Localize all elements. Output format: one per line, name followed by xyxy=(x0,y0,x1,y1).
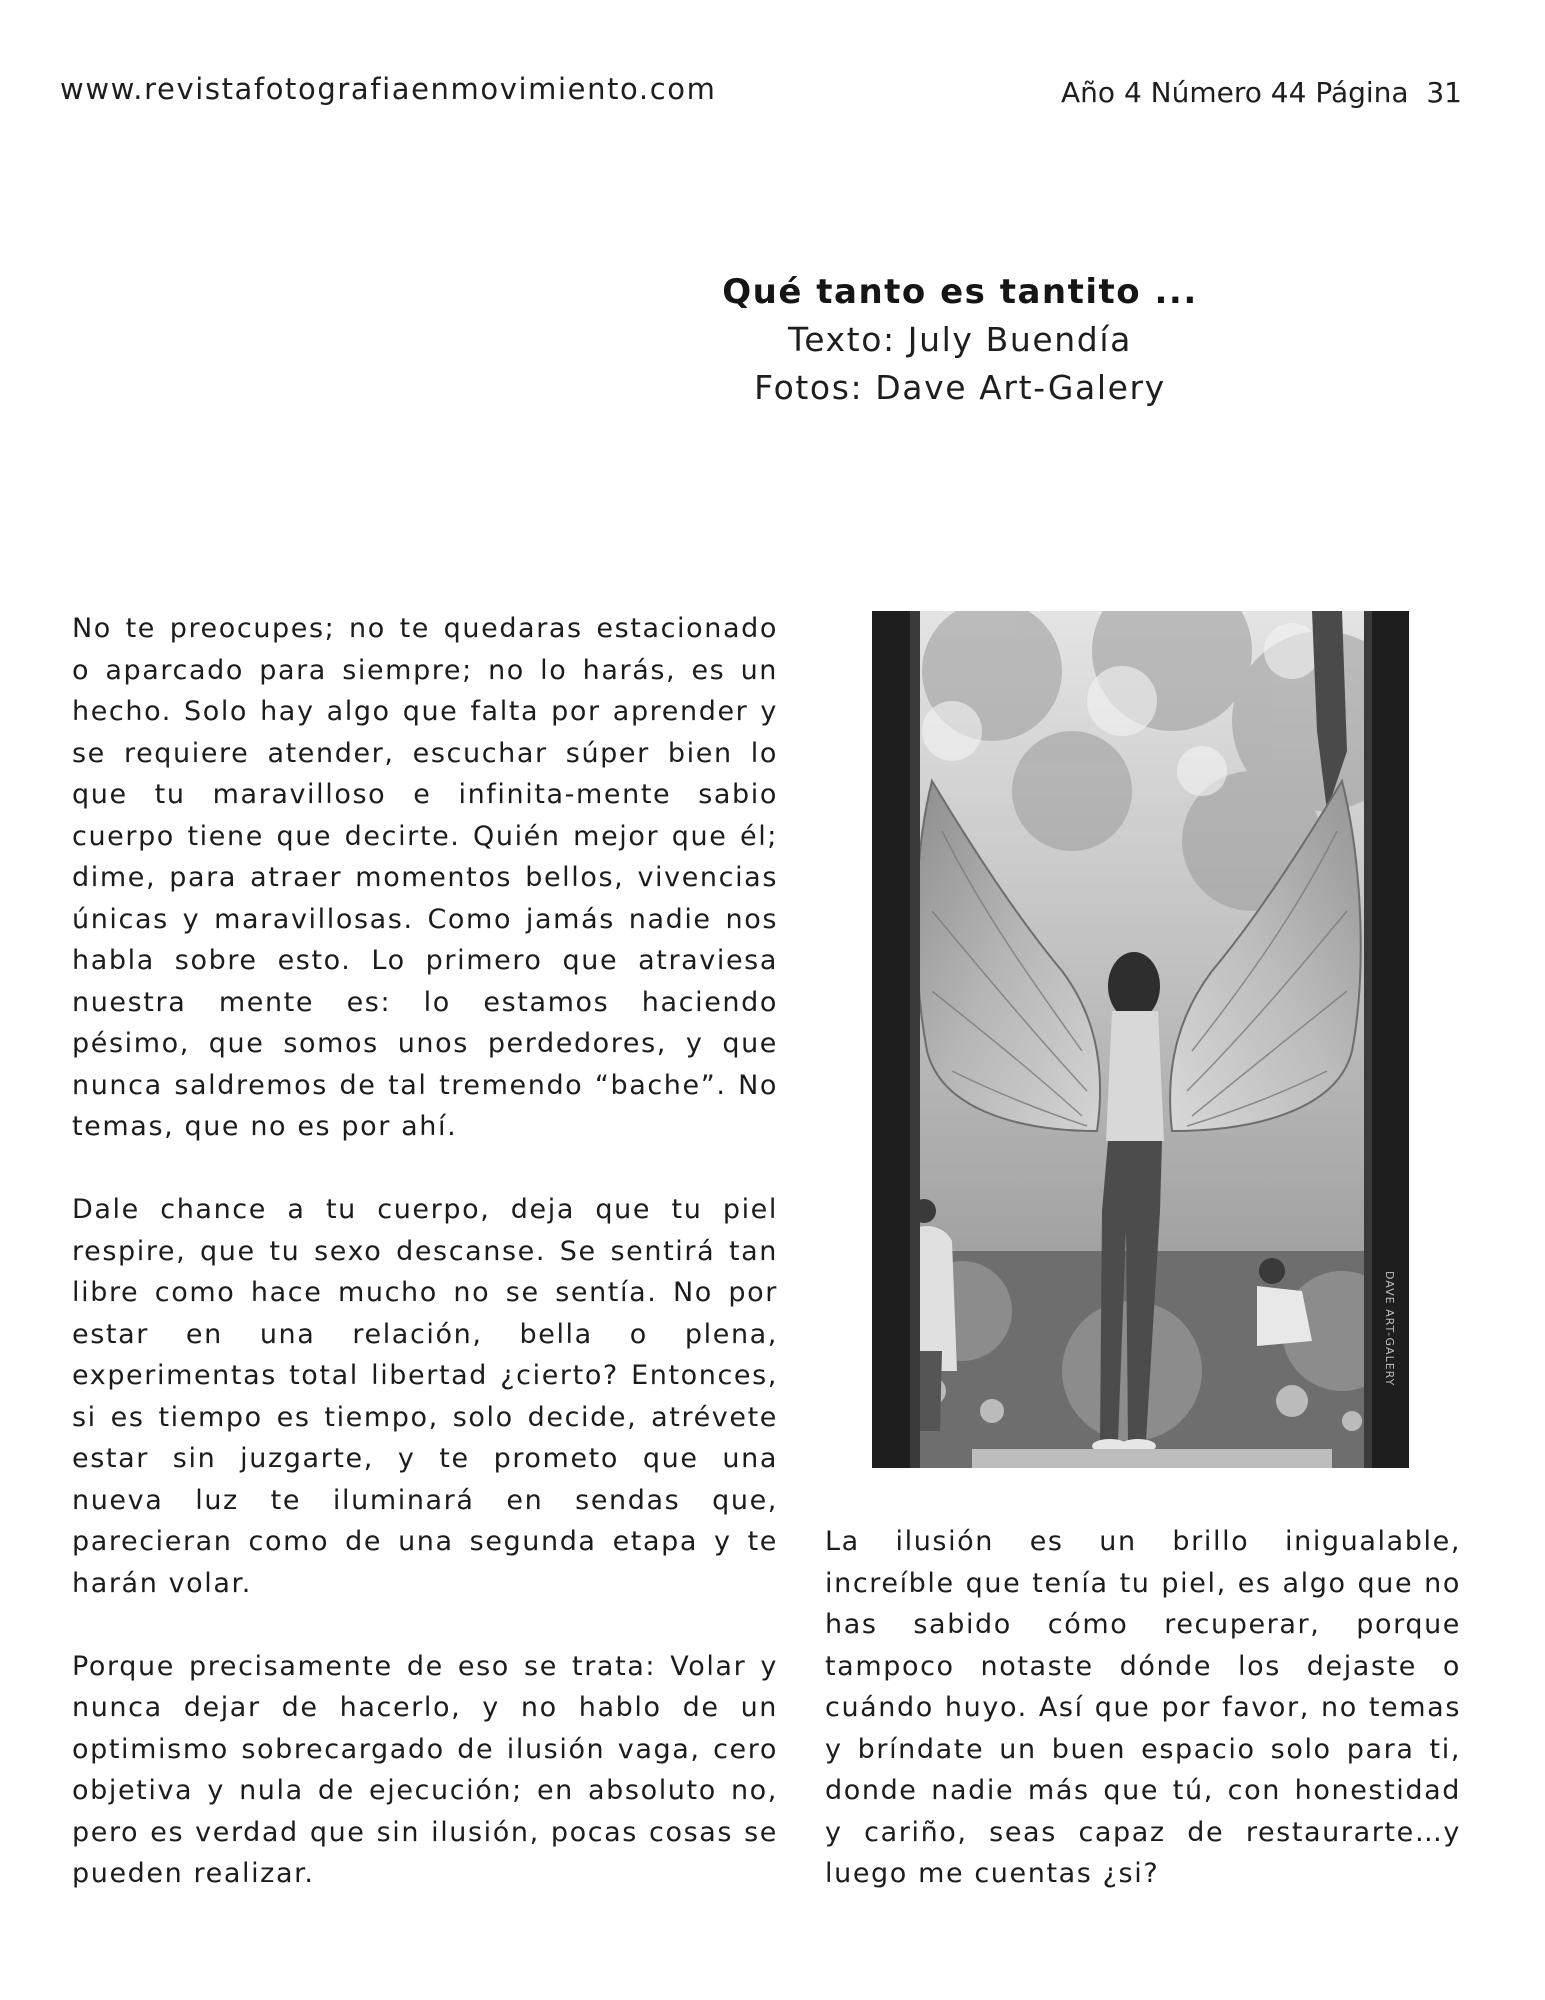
paragraph: La ilusión es un brillo inigualable, increíble que tenía tu piel, es algo que no has sabido cómo recuperar, porque tampoco notaste dónde los dejaste o cuándo huyo. Así que por favor, no temas y bríndate un buen espacio solo para ti, donde nadie más que tú, con honestidad y cariño, seas capaz de restaurarte…y luego me cuentas ¿si? xyxy=(825,1526,1461,1889)
photo-watermark: DAVE ART-GALERY xyxy=(1383,1271,1396,1387)
article-title: Qué tanto es tantito ... xyxy=(722,272,1198,312)
angel-wings-photo xyxy=(872,611,1409,1468)
right-text-column xyxy=(825,1521,1461,1936)
paragraph: Dale chance a tu cuerpo, deja que tu piel respire, que tu sexo descanse. Se sentirá tan libre como hace mucho no se sentía. No por estar en una relación, bella o plena, experimentas total libertad ¿cierto? Entonces, si es tiempo es tiempo, solo decide, atrévete estar sin juzgarte, y te prometo que una nueva luz te iluminará en sendas que, parecieran como de una segunda etapa y te harán volar. xyxy=(72,1194,778,1599)
paragraph: No te preocupes; no te quedaras estacionado o aparcado para siempre; no lo harás, es un hecho. Solo hay algo que falta por aprender y se requiere atender, escuchar súper bien lo que tu maravilloso e infinita-mente sabio cuerpo tiene que decirte. Quién mejor que él; dime, para atraer momentos bellos, vivencias únicas y maravillosas. Como jamás nadie nos habla sobre esto. Lo primero que atraviesa nuestra mente es: lo estamos haciendo pésimo, que somos unos perdedores, y que nunca saldremos de tal tremendo “bache”. No temas, que no es por ahí. xyxy=(72,613,778,1142)
article-heading xyxy=(715,268,1205,412)
photo-credit: Fotos: Dave Art-Galery xyxy=(754,368,1166,407)
paragraph: Porque precisamente de eso se trata: Volar y nunca dejar de hacerlo, y no hablo de un optimismo sobrecargado de ilusión vaga, cero objetiva y nula de ejecución; en absoluto no, pero es verdad que sin ilusión, pocas cosas se pueden realizar. xyxy=(72,1650,778,1889)
left-text-column xyxy=(72,608,778,1936)
issue-page-info: Año 4 Número 44 Página 31 xyxy=(1061,76,1462,109)
website-url: www.revistafotografiaenmovimiento.com xyxy=(60,72,717,106)
text-credit: Texto: July Buendía xyxy=(788,320,1132,359)
